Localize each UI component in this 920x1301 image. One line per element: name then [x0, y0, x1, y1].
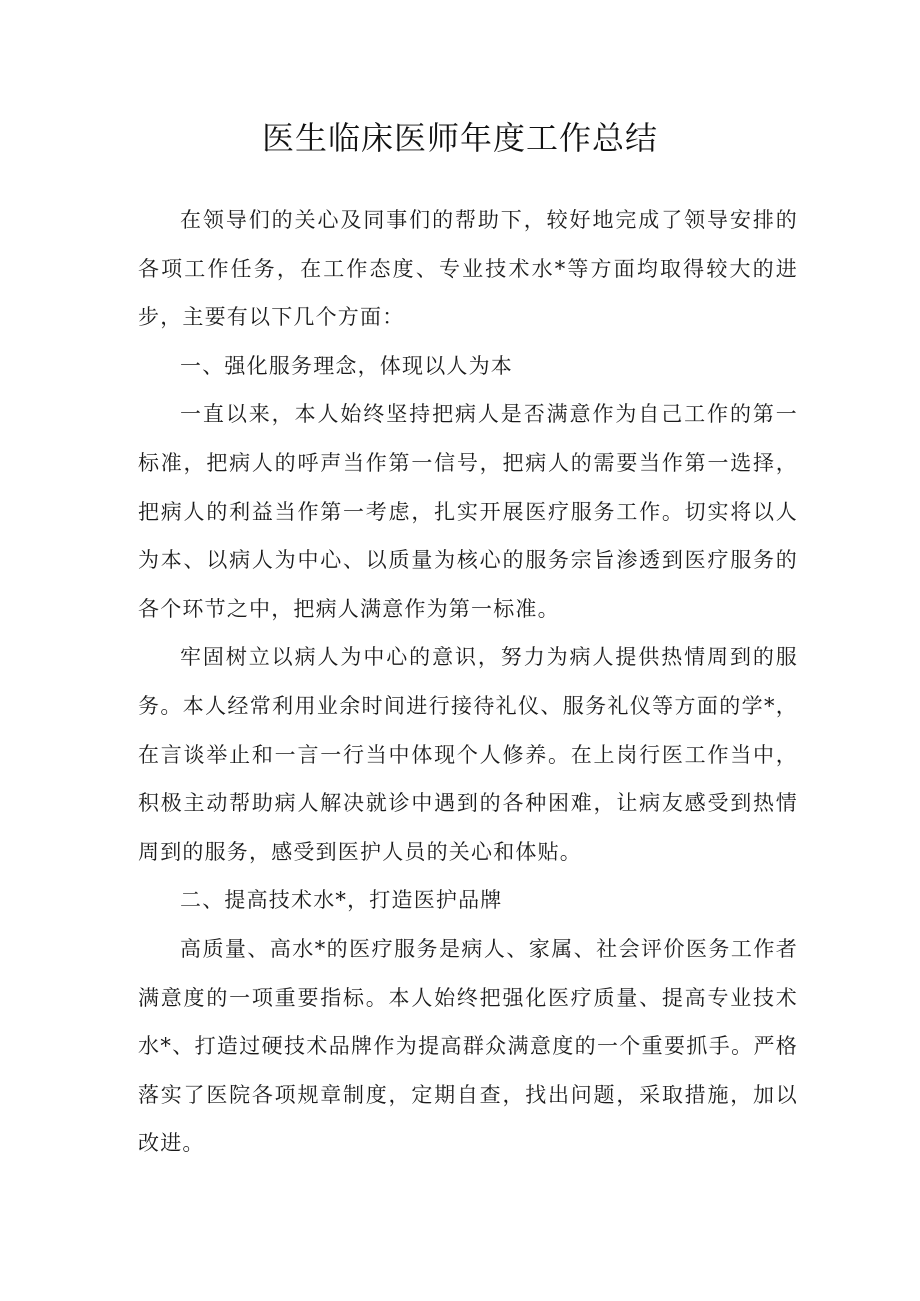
intro-paragraph: 在领导们的关心及同事们的帮助下，较好地完成了领导安排的各项工作任务，在工作态度、专业技术水*等方面均取得较大的进步，主要有以下几个方面： — [138, 208, 798, 330]
section-1-paragraph-1: 一直以来，本人始终坚持把病人是否满意作为自己工作的第一标准，把病人的呼声当作第一信号，把病人的需要当作第一选择，把病人的利益当作第一考虑，扎实开展医疗服务工作。切实将以人为本、以病人为中心、以质量为核心的服务宗旨渗透到医疗服务的各个环节之中，把病人满意作为第一标准。 — [138, 402, 798, 621]
document-body — [138, 196, 798, 1168]
section-2-paragraph-1: 高质量、高水*的医疗服务是病人、家属、社会评价医务工作者满意度的一项重要指标。本人始终把强化医疗质量、提高专业技术水*、打造过硬技术品牌作为提高群众满意度的一个重要抓手。严格落实了医院各项规章制度，定期自查，找出问题，采取措施，加以改进。 — [138, 936, 798, 1156]
document-title: 医生临床医师年度工作总结 — [261, 119, 658, 157]
section-heading-2: 二、提高技术水*，打造医护品牌 — [180, 888, 503, 913]
section-1-paragraph-2: 牢固树立以病人为中心的意识，努力为病人提供热情周到的服务。本人经常利用业余时间进行接待礼仪、服务礼仪等方面的学*，在言谈举止和一言一行当中体现个人修养。在上岗行医工作当中，积极主动帮助病人解决就诊中遇到的各种困难，让病友感受到热情周到的服务，感受到医护人员的关心和体贴。 — [138, 645, 798, 864]
section-heading-1: 一、强化服务理念，体现以人为本 — [180, 353, 513, 378]
